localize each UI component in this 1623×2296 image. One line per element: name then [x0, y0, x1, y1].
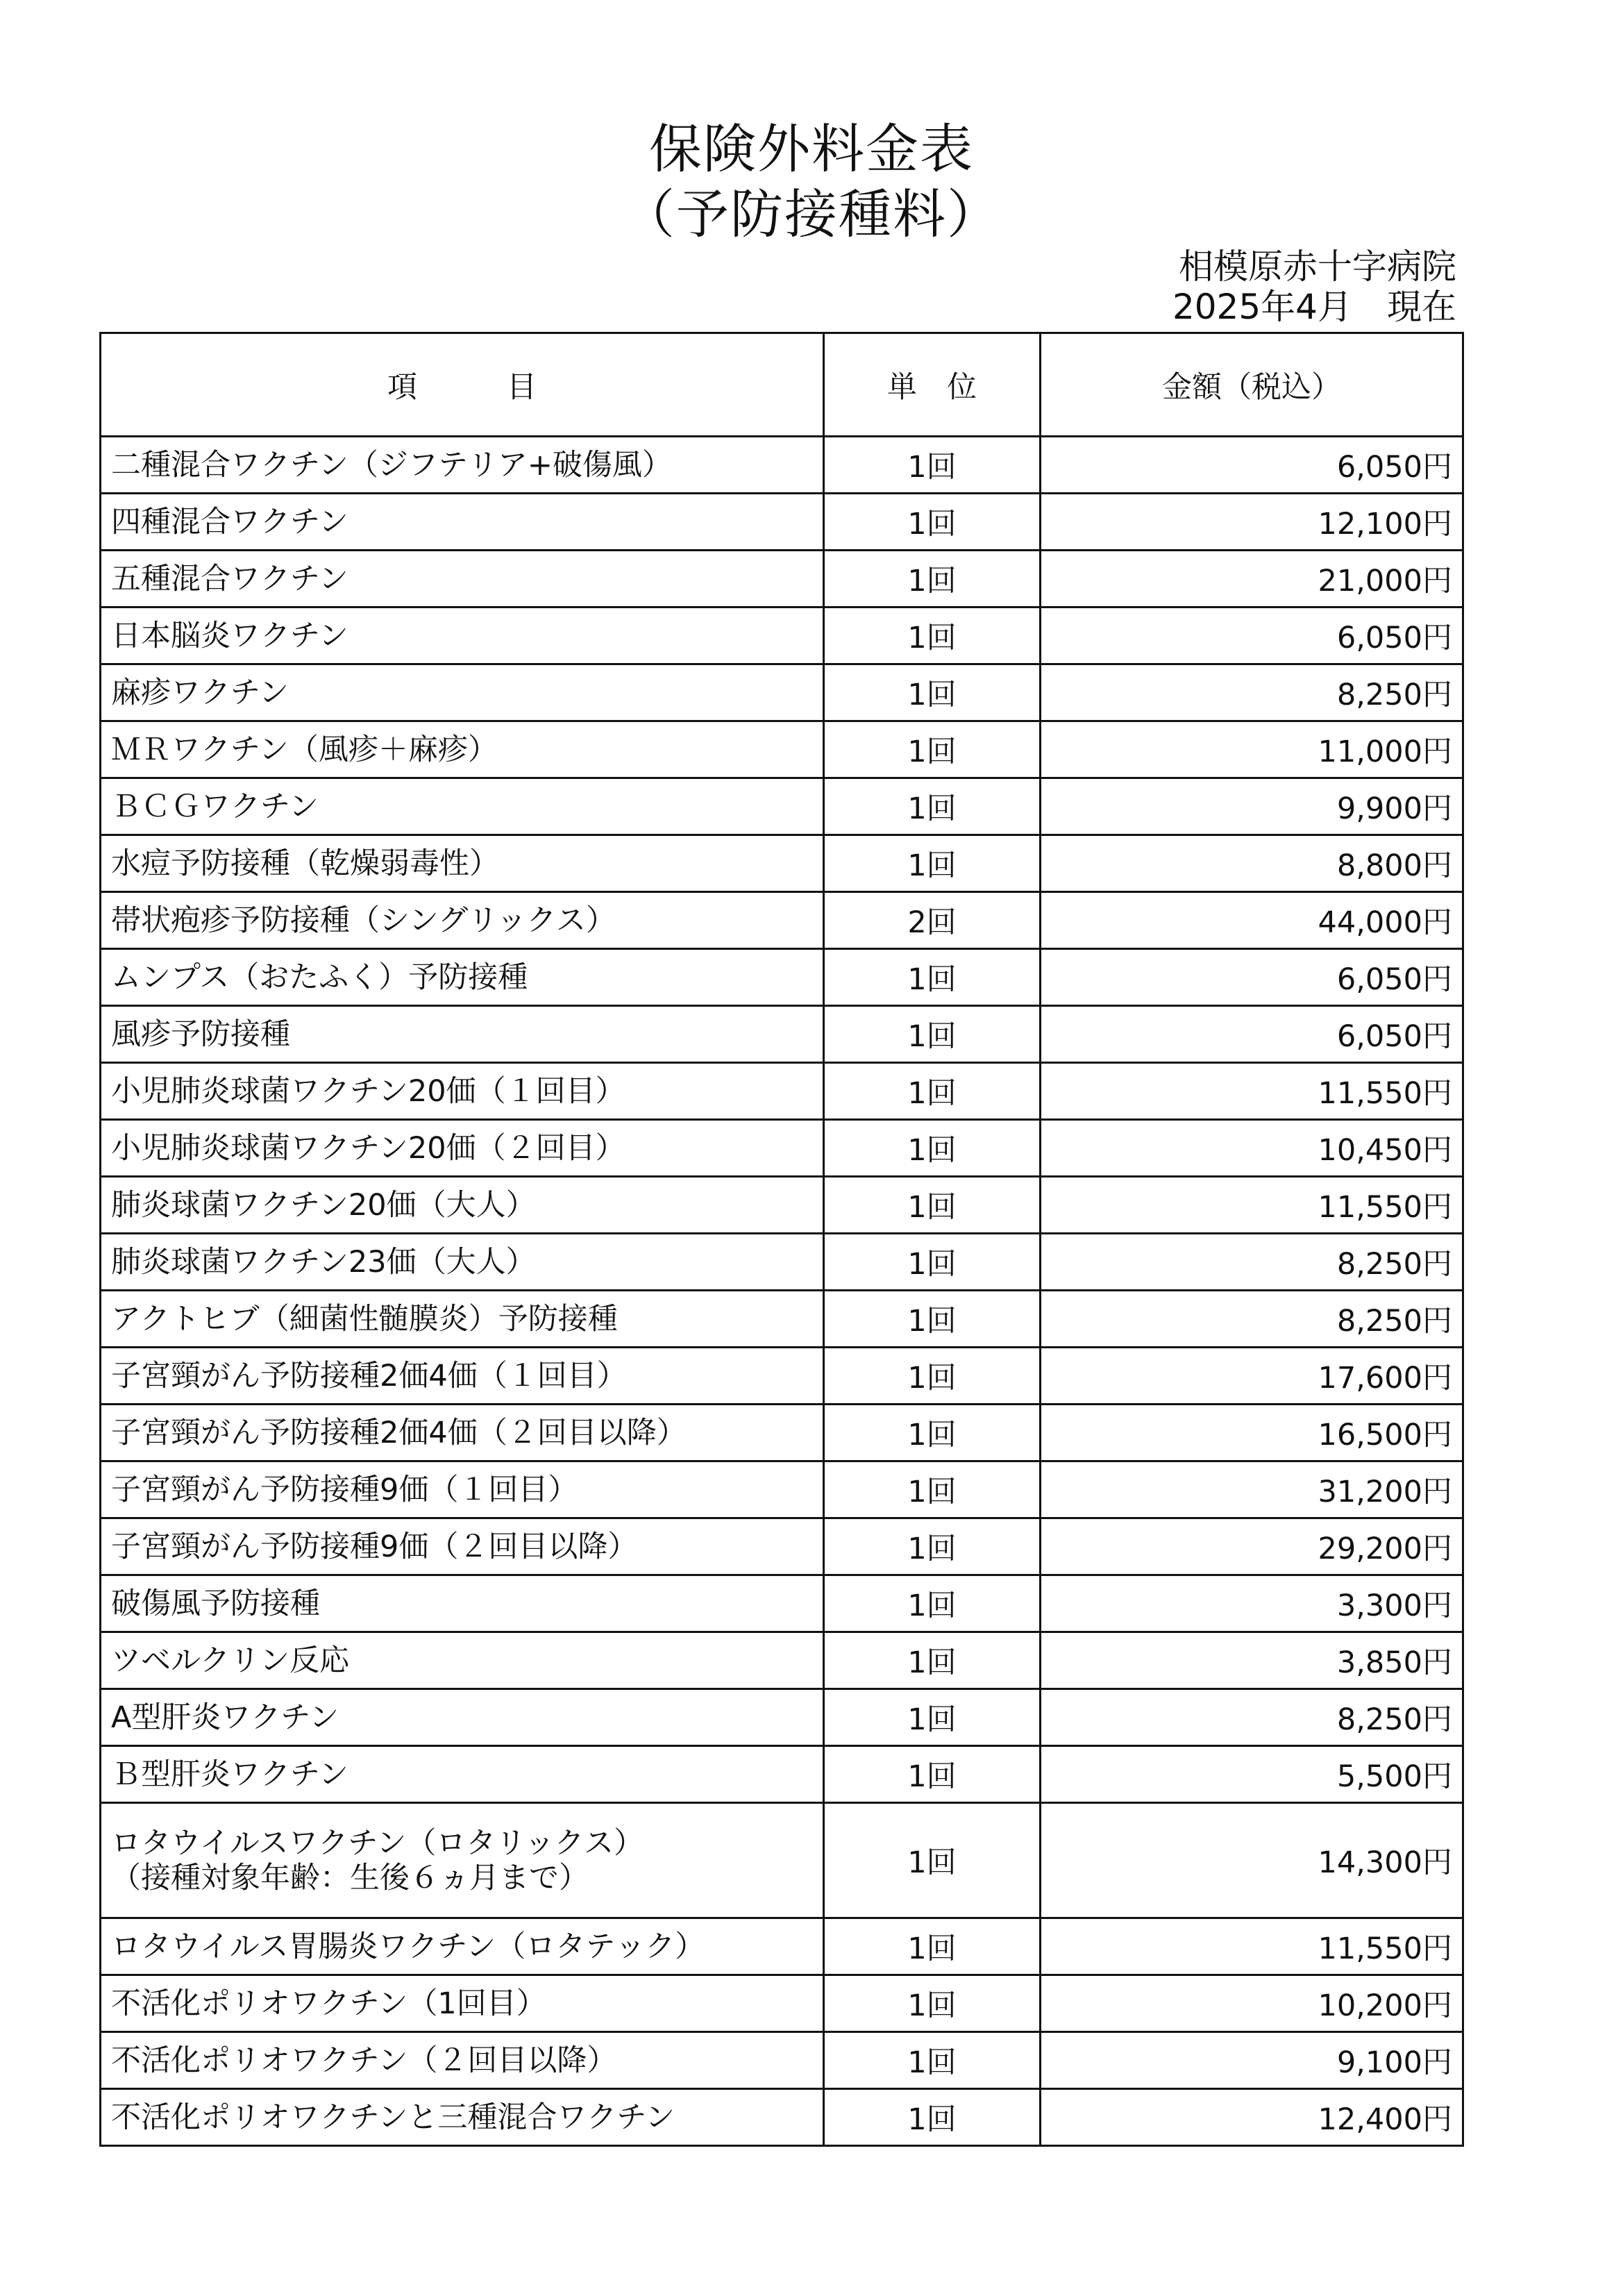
- row-item-name: ＭＲワクチン（風疹＋麻疹）: [111, 732, 498, 767]
- row-item: [101, 892, 824, 949]
- row-item-name: ロタウイルスワクチン（ロタリックス）: [111, 1825, 644, 1861]
- hospital-name: 相模原赤十字病院: [1179, 246, 1456, 287]
- row-item-name: 子宮頸がん予防接種2価4価（２回目以降）: [111, 1415, 687, 1450]
- row-item: [101, 1918, 824, 1975]
- row-unit: 1回: [824, 1348, 1041, 1405]
- row-amount: 6,050円: [1041, 437, 1463, 494]
- table-row: [101, 835, 1463, 892]
- table-row: [101, 607, 1463, 664]
- row-item: [101, 1575, 824, 1632]
- header-item: 項 目: [101, 333, 824, 437]
- as-of-date: 2025年4月 現在: [1172, 287, 1456, 327]
- row-amount: 3,850円: [1041, 1632, 1463, 1689]
- row-unit: 1回: [824, 835, 1041, 892]
- row-item: [101, 1746, 824, 1803]
- row-amount: 44,000円: [1041, 892, 1463, 949]
- table-row: [101, 2089, 1463, 2146]
- table-row: [101, 1461, 1463, 1518]
- row-item: [101, 607, 824, 664]
- table-row: [101, 1291, 1463, 1348]
- row-unit: 1回: [824, 1291, 1041, 1348]
- row-item-name: 風疹予防接種: [111, 1016, 290, 1052]
- table-row: [101, 551, 1463, 607]
- issuer-block: [1172, 246, 1456, 327]
- table-row: [101, 1975, 1463, 2032]
- title-line-1: 保険外料金表: [649, 118, 974, 180]
- table-row: [101, 1918, 1463, 1975]
- row-amount: 11,550円: [1041, 1918, 1463, 1975]
- row-amount: 8,800円: [1041, 835, 1463, 892]
- row-item-name: ツベルクリン反応: [111, 1643, 350, 1678]
- row-amount: 6,050円: [1041, 607, 1463, 664]
- row-amount: 12,400円: [1041, 2089, 1463, 2146]
- row-item: [101, 778, 824, 835]
- row-amount: 6,050円: [1041, 1006, 1463, 1063]
- table-row: [101, 1348, 1463, 1405]
- table-row: [101, 1405, 1463, 1461]
- row-item-name: 子宮頸がん予防接種9価（１回目）: [111, 1472, 578, 1507]
- table-row: [101, 437, 1463, 494]
- row-amount: 21,000円: [1041, 551, 1463, 607]
- row-amount: 9,900円: [1041, 778, 1463, 835]
- table-row: [101, 2032, 1463, 2089]
- table-row: [101, 1746, 1463, 1803]
- row-amount: 12,100円: [1041, 494, 1463, 551]
- row-amount: 3,300円: [1041, 1575, 1463, 1632]
- row-item: [101, 551, 824, 607]
- row-unit: 1回: [824, 1120, 1041, 1177]
- row-item-name: 麻疹ワクチン: [111, 675, 289, 710]
- row-item-name: 不活化ポリオワクチン（２回目以降）: [111, 2043, 617, 2078]
- row-unit: 1回: [824, 551, 1041, 607]
- page-title: [0, 117, 1623, 247]
- row-item: [101, 1234, 824, 1291]
- row-item: [101, 1120, 824, 1177]
- row-amount: 17,600円: [1041, 1348, 1463, 1405]
- row-item: [101, 2032, 824, 2089]
- row-unit: 1回: [824, 1006, 1041, 1063]
- row-unit: 1回: [824, 1803, 1041, 1918]
- row-item-name: 不活化ポリオワクチンと三種混合ワクチン: [111, 2100, 675, 2135]
- row-item: [101, 1291, 824, 1348]
- row-unit: 1回: [824, 1063, 1041, 1120]
- row-amount: 29,200円: [1041, 1518, 1463, 1575]
- row-item-name: A型肝炎ワクチン: [111, 1700, 339, 1735]
- row-amount: 16,500円: [1041, 1405, 1463, 1461]
- table-row: [101, 778, 1463, 835]
- row-item: [101, 2089, 824, 2146]
- row-item: [101, 1405, 824, 1461]
- row-unit: 1回: [824, 1234, 1041, 1291]
- table-row: [101, 664, 1463, 721]
- header-unit: 単 位: [824, 333, 1041, 437]
- row-item-name: 肺炎球菌ワクチン23価（大人）: [111, 1244, 536, 1280]
- table-row: [101, 1120, 1463, 1177]
- row-amount: 11,550円: [1041, 1177, 1463, 1234]
- row-item: [101, 664, 824, 721]
- row-unit: 1回: [824, 1518, 1041, 1575]
- row-item-name: 帯状疱疹予防接種（シングリックス）: [111, 903, 616, 938]
- row-item-name: 五種混合ワクチン: [111, 561, 348, 596]
- row-unit: 1回: [824, 1632, 1041, 1689]
- row-amount: 8,250円: [1041, 1234, 1463, 1291]
- row-unit: 1回: [824, 607, 1041, 664]
- row-unit: 1回: [824, 664, 1041, 721]
- row-item: [101, 1063, 824, 1120]
- row-item: [101, 1632, 824, 1689]
- table-row: [101, 1063, 1463, 1120]
- row-item-name: 小児肺炎球菌ワクチン20価（２回目）: [111, 1130, 625, 1166]
- table-row: [101, 1177, 1463, 1234]
- table-row: [101, 1803, 1463, 1918]
- row-item-name: 子宮頸がん予防接種2価4価（１回目）: [111, 1358, 627, 1393]
- header-amount: 金額（税込）: [1041, 333, 1463, 437]
- row-item: [101, 494, 824, 551]
- row-unit: 1回: [824, 1405, 1041, 1461]
- table-row: [101, 1234, 1463, 1291]
- row-unit: 1回: [824, 437, 1041, 494]
- row-item-name: アクトヒブ（細菌性髄膜炎）予防接種: [111, 1301, 618, 1336]
- row-amount: 5,500円: [1041, 1746, 1463, 1803]
- row-unit: 1回: [824, 1177, 1041, 1234]
- row-unit: 1回: [824, 1575, 1041, 1632]
- row-item-name: 不活化ポリオワクチン（1回目）: [111, 1986, 546, 2021]
- row-amount: 14,300円: [1041, 1803, 1463, 1918]
- row-item: [101, 1177, 824, 1234]
- row-amount: 6,050円: [1041, 949, 1463, 1006]
- fee-table-header: [101, 333, 1463, 437]
- table-row: [101, 1632, 1463, 1689]
- row-unit: 1回: [824, 1746, 1041, 1803]
- row-amount: 10,450円: [1041, 1120, 1463, 1177]
- row-item-name: 肺炎球菌ワクチン20価（大人）: [111, 1187, 536, 1223]
- row-item: [101, 1803, 824, 1918]
- table-row: [101, 1518, 1463, 1575]
- row-amount: 10,200円: [1041, 1975, 1463, 2032]
- table-row: [101, 1689, 1463, 1746]
- row-unit: 1回: [824, 494, 1041, 551]
- table-row: [101, 892, 1463, 949]
- table-row: [101, 1006, 1463, 1063]
- table-row: [101, 494, 1463, 551]
- row-unit: 1回: [824, 2089, 1041, 2146]
- header-row: [101, 333, 1463, 437]
- table-row: [101, 721, 1463, 778]
- fee-table-body: [101, 437, 1463, 2146]
- row-item: [101, 835, 824, 892]
- row-item-name: 二種混合ワクチン（ジフテリア+破傷風）: [111, 447, 672, 483]
- row-amount: 11,000円: [1041, 721, 1463, 778]
- row-item: [101, 721, 824, 778]
- row-item-name: 日本脳炎ワクチン: [111, 618, 348, 653]
- row-item: [101, 1348, 824, 1405]
- row-unit: 1回: [824, 721, 1041, 778]
- row-item-name: Ｂ型肝炎ワクチン: [111, 1757, 348, 1792]
- row-amount: 11,550円: [1041, 1063, 1463, 1120]
- row-item-name: ロタウイルス胃腸炎ワクチン（ロタテック）: [111, 1929, 705, 1964]
- row-item: [101, 1461, 824, 1518]
- fee-table: [99, 332, 1464, 2147]
- row-unit: 1回: [824, 949, 1041, 1006]
- row-item-name: 水痘予防接種（乾燥弱毒性）: [111, 846, 499, 881]
- row-unit: 1回: [824, 2032, 1041, 2089]
- row-item-note: （接種対象年齢：生後６ヵ月まで）: [111, 1860, 589, 1895]
- row-item: [101, 949, 824, 1006]
- row-item-name: 破傷風予防接種: [111, 1586, 320, 1621]
- row-item-name: 四種混合ワクチン: [111, 504, 348, 539]
- row-unit: 1回: [824, 1918, 1041, 1975]
- row-item-name: 子宮頸がん予防接種9価（２回目以降）: [111, 1529, 638, 1564]
- row-item: [101, 1006, 824, 1063]
- title-line-2: （予防接種料）: [622, 183, 1001, 245]
- row-item-name: 小児肺炎球菌ワクチン20価（１回目）: [111, 1073, 625, 1109]
- table-row: [101, 949, 1463, 1006]
- row-item: [101, 1975, 824, 2032]
- row-amount: 9,100円: [1041, 2032, 1463, 2089]
- row-item: [101, 437, 824, 494]
- row-item: [101, 1518, 824, 1575]
- row-amount: 31,200円: [1041, 1461, 1463, 1518]
- row-unit: 1回: [824, 1689, 1041, 1746]
- row-unit: 2回: [824, 892, 1041, 949]
- row-amount: 8,250円: [1041, 1291, 1463, 1348]
- row-item-name: ムンプス（おたふく）予防接種: [111, 960, 528, 995]
- row-unit: 1回: [824, 1461, 1041, 1518]
- row-unit: 1回: [824, 778, 1041, 835]
- row-item: [101, 1689, 824, 1746]
- row-amount: 8,250円: [1041, 664, 1463, 721]
- row-amount: 8,250円: [1041, 1689, 1463, 1746]
- table-row: [101, 1575, 1463, 1632]
- row-item-name: ＢＣＧワクチン: [111, 789, 319, 824]
- row-unit: 1回: [824, 1975, 1041, 2032]
